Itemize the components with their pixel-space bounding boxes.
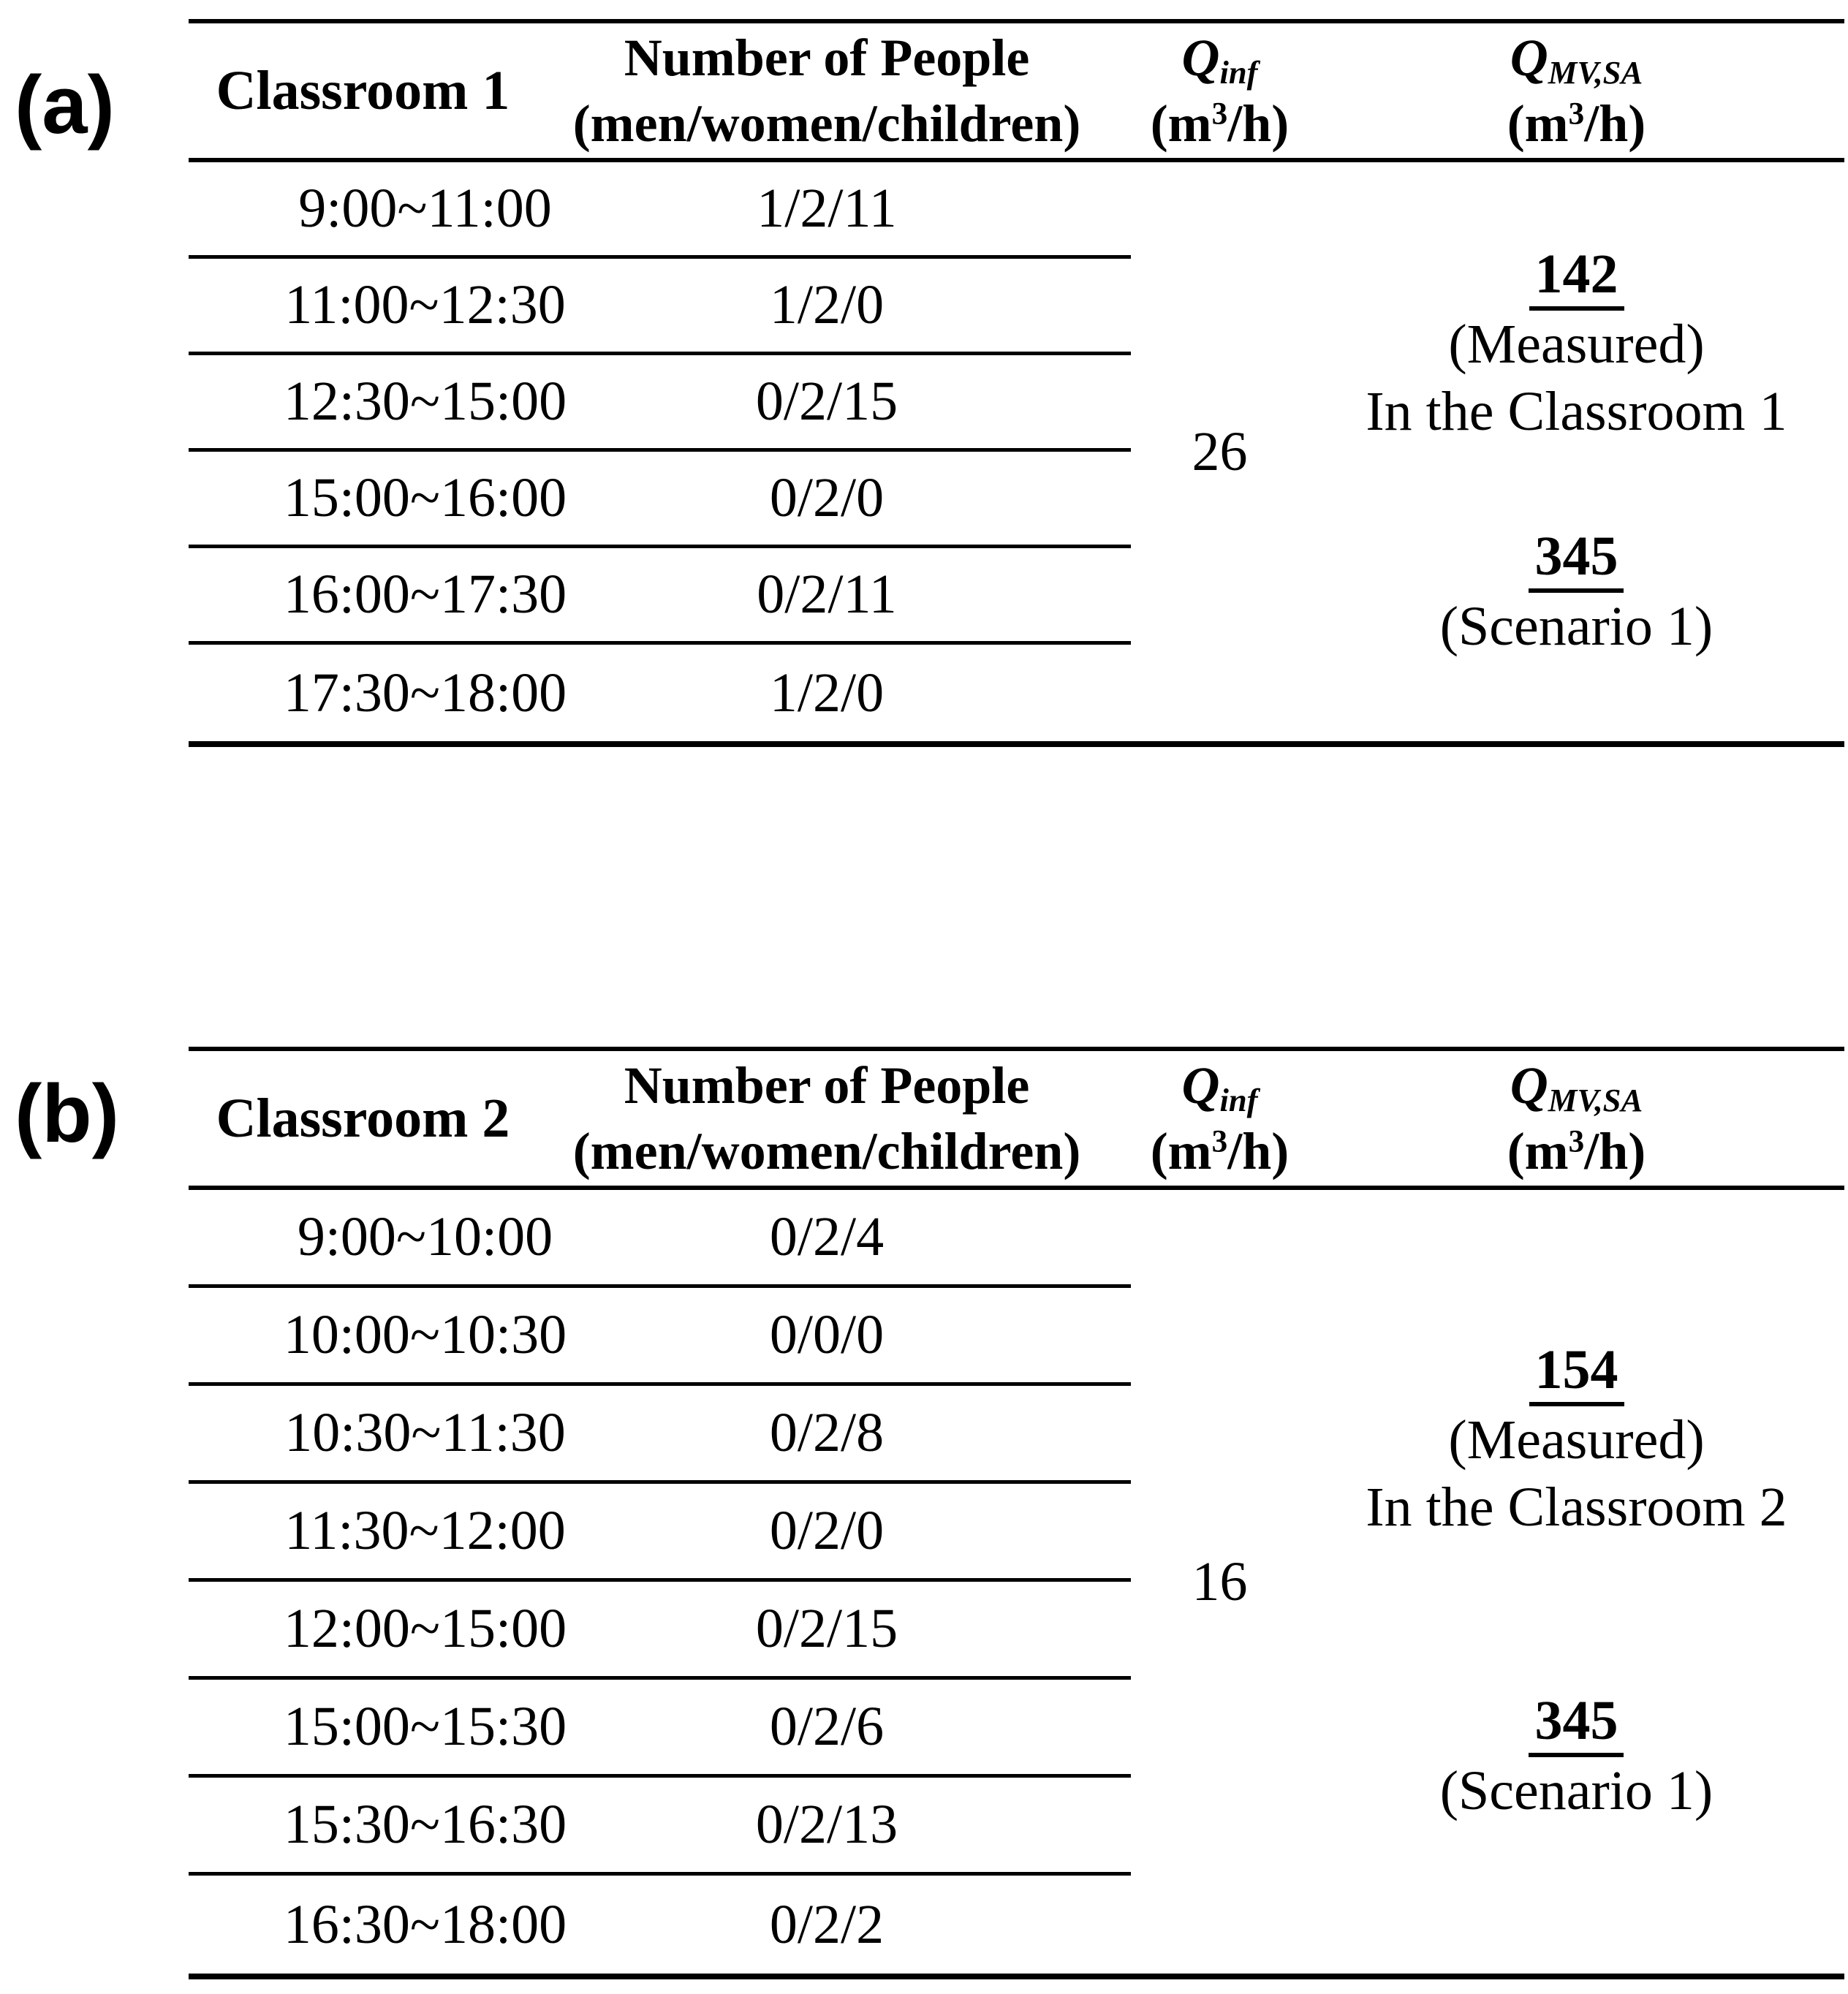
table-row-time: 17:30~18:00 xyxy=(283,661,567,724)
table-row-time: 15:00~15:30 xyxy=(189,1680,662,1778)
table-row-time: 15:30~16:30 xyxy=(189,1778,662,1876)
table-row-time: 15:00~16:00 xyxy=(189,452,662,548)
table-row-people: 0/2/6 xyxy=(662,1680,1131,1778)
scenario-label: (Scenario 1) xyxy=(1439,1760,1713,1821)
measured-location: In the Classroom 1 xyxy=(1366,380,1787,442)
table-row-people: 0/2/0 xyxy=(662,1484,1131,1582)
column-header-number-of-people xyxy=(572,23,1131,162)
q-mv-sa-unit: $(m^3/h)$ xyxy=(1507,1122,1646,1180)
q-inf-symbol: $Q_{inf}$ xyxy=(1181,1056,1258,1119)
column-header-q-inf xyxy=(1131,1051,1309,1190)
q-inf-unit: $(m^3/h)$ xyxy=(1150,94,1290,153)
header-people-line1: Number of People xyxy=(624,29,1030,87)
measured-value: 142 xyxy=(1529,243,1624,311)
header-people-line2: (men/women/children) xyxy=(572,94,1081,153)
table-row-people: 0/0/0 xyxy=(662,1288,1131,1386)
table-row-people: 0/2/11 xyxy=(662,548,1131,645)
panel-label-a: (a) xyxy=(15,59,115,151)
table-row-people: 1/2/0 xyxy=(662,259,1131,355)
table-row-time: 12:30~15:00 xyxy=(189,355,662,452)
header-people-line1: Number of People xyxy=(624,1056,1030,1115)
panel-label-b: (b) xyxy=(15,1068,120,1159)
q-mv-sa-values xyxy=(1309,1190,1844,1974)
column-header-classroom-1: Classroom 1 xyxy=(189,23,662,162)
table-row-time: 10:30~11:30 xyxy=(189,1386,662,1484)
measured-value: 154 xyxy=(1529,1339,1624,1406)
q-mv-sa-unit: $(m^3/h)$ xyxy=(1507,94,1646,153)
table-row-time: 16:00~17:30 xyxy=(189,548,662,645)
table-row-people: 0/2/15 xyxy=(662,1582,1131,1680)
measured-label: (Measured) xyxy=(1448,313,1705,375)
q-mv-sa-values xyxy=(1309,162,1844,741)
scenario-block xyxy=(1440,526,1713,660)
q-mv-sa-symbol: $Q_{MV,SA}$ xyxy=(1510,29,1643,91)
table-classroom-1 xyxy=(189,19,1844,747)
table-row-time: 9:00~10:00 xyxy=(189,1190,662,1288)
column-header-number-of-people xyxy=(572,1051,1131,1190)
table-row-people: 0/2/0 xyxy=(662,452,1131,548)
table-row-time: 12:00~15:00 xyxy=(189,1582,662,1680)
column-header-classroom-2: Classroom 2 xyxy=(189,1051,662,1190)
table-row-people: 1/2/11 xyxy=(662,162,1131,259)
table-row-people: 0/2/4 xyxy=(662,1190,1131,1288)
scenario-value: 345 xyxy=(1529,526,1624,593)
table-row-time: 10:00~10:30 xyxy=(189,1288,662,1386)
table-classroom-2 xyxy=(189,1047,1844,1979)
table-row-people: 0/2/13 xyxy=(662,1778,1131,1876)
q-inf-unit: $(m^3/h)$ xyxy=(1150,1122,1290,1180)
table-row-people: 1/2/0 xyxy=(769,661,885,724)
q-inf-symbol: $Q_{inf}$ xyxy=(1181,29,1258,91)
table-row-people: 0/2/2 xyxy=(769,1893,885,1955)
table-row-people: 0/2/8 xyxy=(662,1386,1131,1484)
measured-label: (Measured) xyxy=(1448,1409,1705,1471)
measured-block xyxy=(1366,243,1787,445)
measured-block xyxy=(1366,1339,1787,1541)
table-row-time: 9:00~11:00 xyxy=(189,162,662,259)
scenario-block xyxy=(1440,1690,1713,1824)
table-row-time: 11:30~12:00 xyxy=(189,1484,662,1582)
column-header-q-inf xyxy=(1131,23,1309,162)
table-row-time: 11:00~12:30 xyxy=(189,259,662,355)
table-row-people: 0/2/15 xyxy=(662,355,1131,452)
header-people-line2: (men/women/children) xyxy=(572,1122,1081,1180)
scenario-label: (Scenario 1) xyxy=(1439,596,1713,658)
column-header-q-mv-sa xyxy=(1309,1051,1844,1190)
scenario-value: 345 xyxy=(1529,1690,1624,1757)
table-row-time: 16:30~18:00 xyxy=(283,1893,567,1955)
q-inf-value: 26 xyxy=(1192,420,1248,482)
column-header-q-mv-sa xyxy=(1309,23,1844,162)
q-mv-sa-symbol: $Q_{MV,SA}$ xyxy=(1510,1056,1643,1119)
q-inf-value: 16 xyxy=(1192,1550,1248,1612)
measured-location: In the Classroom 2 xyxy=(1366,1476,1787,1538)
